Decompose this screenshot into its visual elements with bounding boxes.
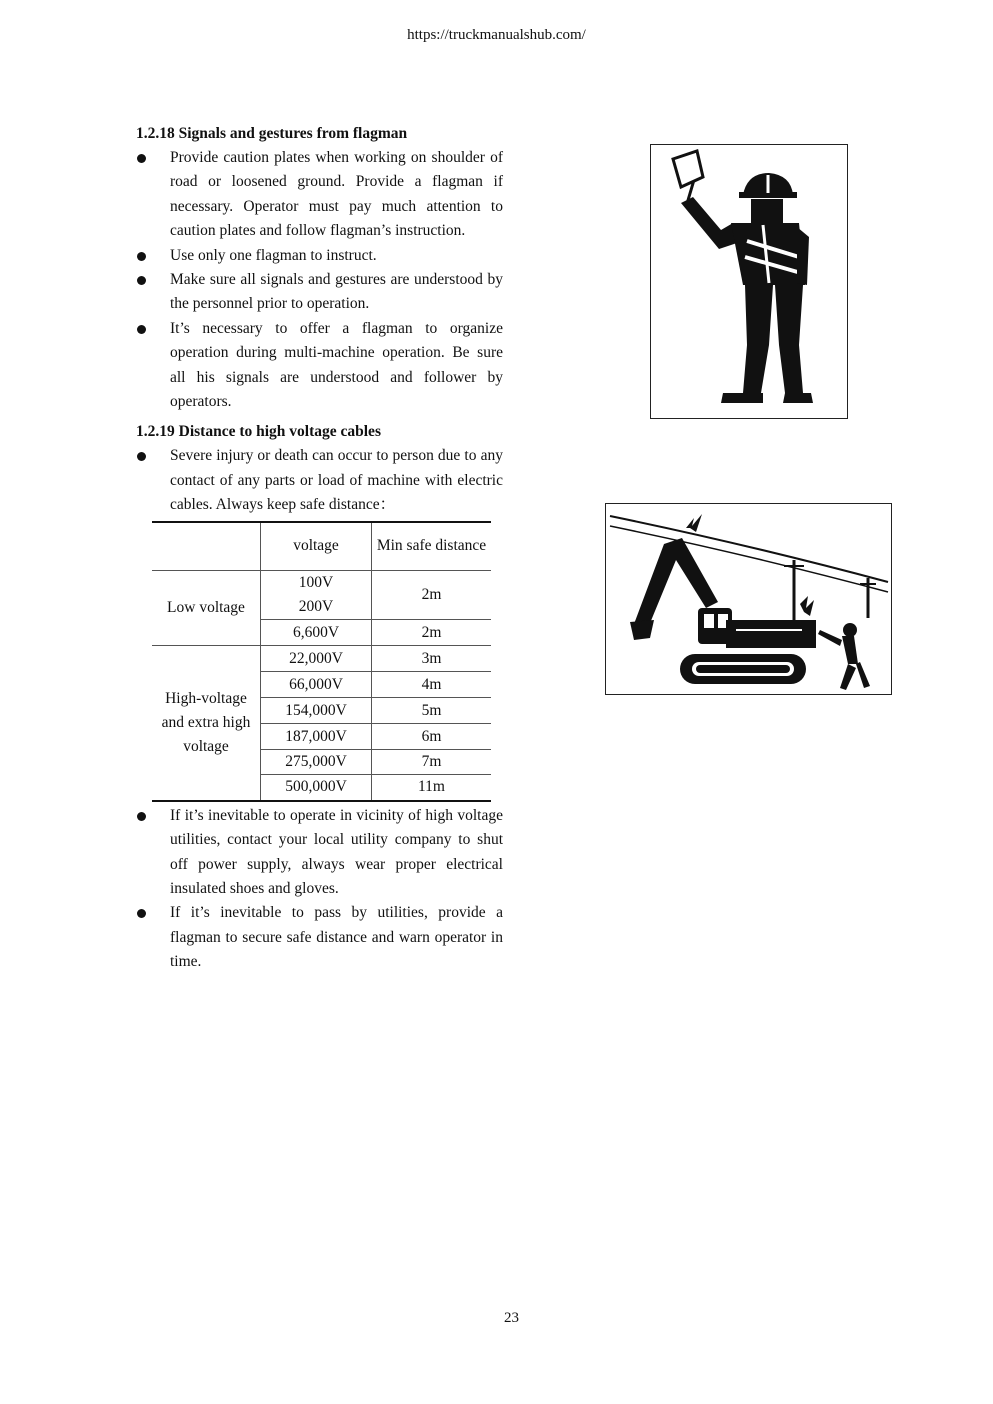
table-header-category [152,522,261,571]
excavator-power-line-icon [606,504,891,694]
low-voltage-label: Low voltage [152,571,261,646]
flagman-figure [650,144,848,419]
distance-cell: 2m [372,620,492,646]
flagman-icon [651,145,847,418]
distance-cell: 4m [372,672,492,698]
table-row [152,571,491,620]
list-item: Severe injury or death can occur to person due to any contact of any parts or load of machine with electric cables. Always keep safe distance： [136,444,503,517]
list-item: Provide caution plates when working on shoulder of road or loosened ground. Provide a flagman if necessary. Operator must pay much attention to caution plates and follow flagman’s instruction. [136,146,503,244]
voltage-cell: 275,000V [261,750,372,775]
list-item: It’s necessary to offer a flagman to organize operation during multi-machine operation. Be sure all his signals are understood and follower by operators. [136,317,503,415]
list-item: If it’s inevitable to operate in vicinity of high voltage utilities, contact your local utility company to shut off power supply, always wear proper electrical insulated shoes and gloves. [136,804,503,902]
section-title-high-voltage: 1.2.19 Distance to high voltage cables [136,423,381,441]
list-item: Use only one flagman to instruct. [136,244,503,268]
voltage-cell: 187,000V [261,724,372,750]
voltage-distance-table [152,521,491,802]
voltage-intro-bullets [136,444,503,517]
voltage-cell: 6,600V [261,620,372,646]
list-item: Make sure all signals and gestures are understood by the personnel prior to operation. [136,268,503,317]
table-header-distance: Min safe distance [372,522,492,571]
list-item: If it’s inevitable to pass by utilities, provide a flagman to secure safe distance and warn operator in time. [136,901,503,974]
voltage-cell: 22,000V [261,646,372,672]
table-header-row [152,522,491,571]
voltage-value: 200V [298,598,334,616]
voltage-after-bullets [136,804,503,975]
header-url: https://truckmanualshub.com/ [407,27,586,43]
excavator-figure [605,503,892,695]
distance-cell: 11m [372,775,492,801]
voltage-cell: 154,000V [261,698,372,724]
high-voltage-label: High-voltage and extra high voltage [152,646,261,801]
table-header-voltage: voltage [261,522,372,571]
voltage-cell: 500,000V [261,775,372,801]
flagman-bullets [136,146,503,414]
table-row [152,646,491,672]
section-title-flagman: 1.2.18 Signals and gestures from flagman [136,125,408,142]
distance-cell: 2m [372,571,492,620]
distance-cell: 7m [372,750,492,775]
voltage-value: 100V [298,574,334,592]
distance-cell: 6m [372,724,492,750]
distance-cell: 3m [372,646,492,672]
main-column [136,122,503,975]
voltage-cell: 66,000V [261,672,372,698]
page-number: 23 [504,1310,519,1326]
voltage-cell [261,571,372,620]
distance-cell: 5m [372,698,492,724]
